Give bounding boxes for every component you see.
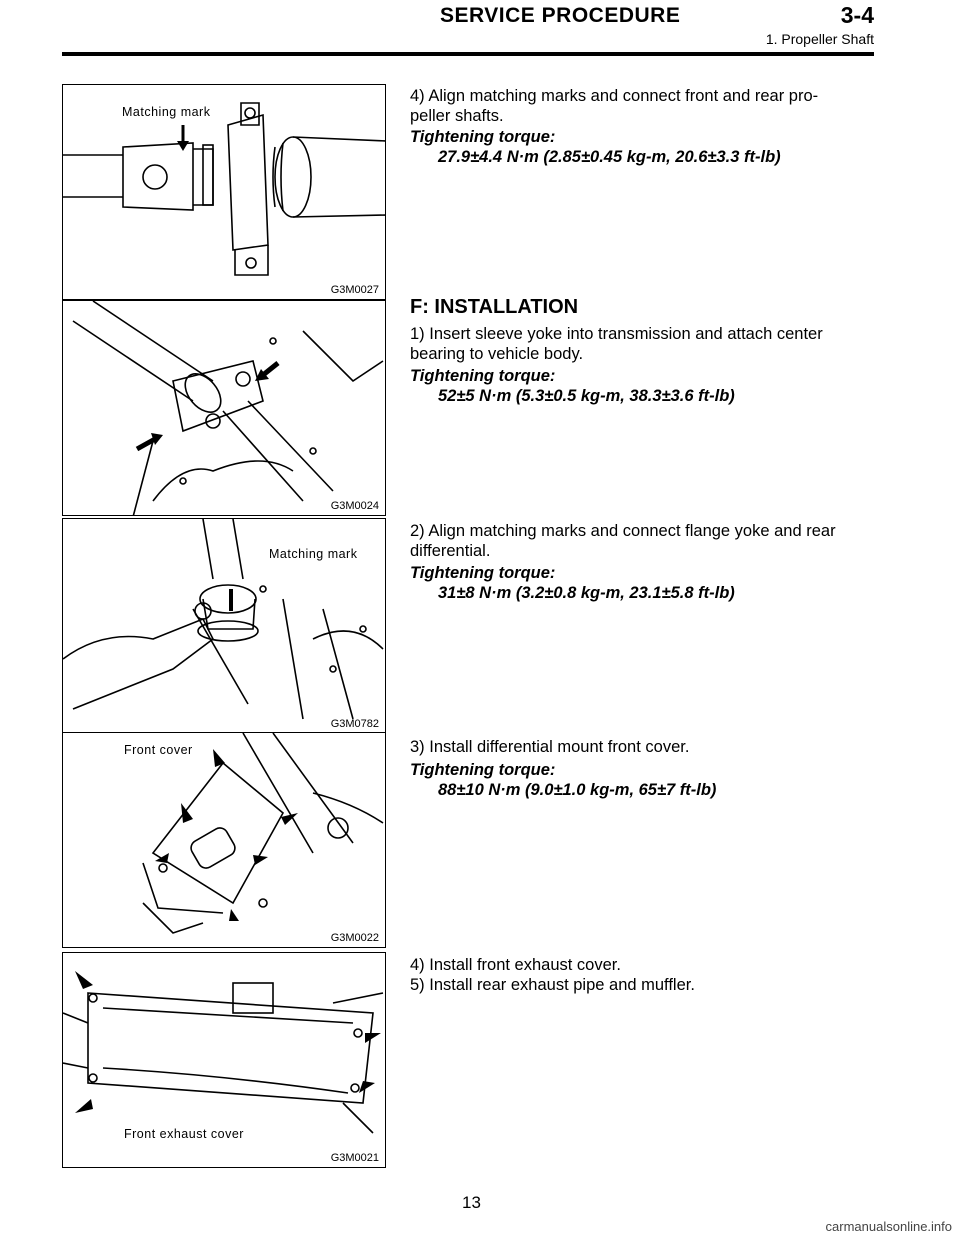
figure-caption: G3M0024	[330, 500, 379, 512]
figure-label: Front exhaust cover	[124, 1127, 244, 1141]
watermark-footer: carmanualsonline.info	[825, 1219, 952, 1234]
step-text: 4) Install front exhaust cover. 5) Install rear exhaust pipe and muffler.	[410, 956, 695, 994]
figure-flange-yoke	[62, 518, 386, 734]
subsection-title: 1. Propeller Shaft	[765, 31, 874, 47]
torque-value: 27.9±4.4 N·m (2.85±0.45 kg-m, 20.6±3.3 ft-lb)	[438, 148, 781, 166]
torque-heading: Tightening torque:	[410, 564, 556, 582]
shaft-drawing	[63, 85, 386, 300]
figure-label: Matching mark	[122, 105, 211, 119]
torque-value: 88±10 N·m (9.0±1.0 kg-m, 65±7 ft-lb)	[438, 781, 717, 799]
front-cover-drawing	[63, 733, 386, 943]
page-number: 13	[462, 1193, 481, 1212]
figure-caption: G3M0782	[330, 718, 379, 730]
figure-label: Matching mark	[269, 547, 358, 561]
step-text: 4) Align matching marks and connect front and rear pro- peller shafts.	[410, 87, 819, 125]
torque-value: 31±8 N·m (3.2±0.8 kg-m, 23.1±5.8 ft-lb)	[438, 584, 735, 602]
figure-caption: G3M0027	[330, 284, 379, 296]
figure-matching-mark-shafts	[62, 84, 386, 300]
center-bearing-drawing	[63, 301, 386, 516]
section-heading: F: INSTALLATION	[410, 296, 579, 318]
figure-front-cover	[62, 732, 386, 948]
step-text: 2) Align matching marks and connect flange yoke and rear differential.	[410, 522, 836, 560]
torque-value: 52±5 N·m (5.3±0.5 kg-m, 38.3±3.6 ft-lb)	[438, 387, 735, 405]
figure-caption: G3M0022	[330, 932, 379, 944]
section-title: SERVICE PROCEDURE	[440, 4, 681, 27]
step-text: 3) Install differential mount front cover.	[410, 738, 690, 756]
torque-heading: Tightening torque:	[410, 128, 556, 146]
chapter-code: 3-4	[840, 2, 874, 28]
torque-heading: Tightening torque:	[410, 761, 556, 779]
figure-center-bearing	[62, 300, 386, 516]
step-text: 1) Insert sleeve yoke into transmission and attach center bearing to vehicle body.	[410, 325, 823, 363]
figure-caption: G3M0021	[330, 1152, 379, 1164]
figure-exhaust-cover	[62, 952, 386, 1168]
torque-heading: Tightening torque:	[410, 367, 556, 385]
figure-label: Front cover	[124, 743, 193, 757]
header-rule	[62, 52, 874, 56]
